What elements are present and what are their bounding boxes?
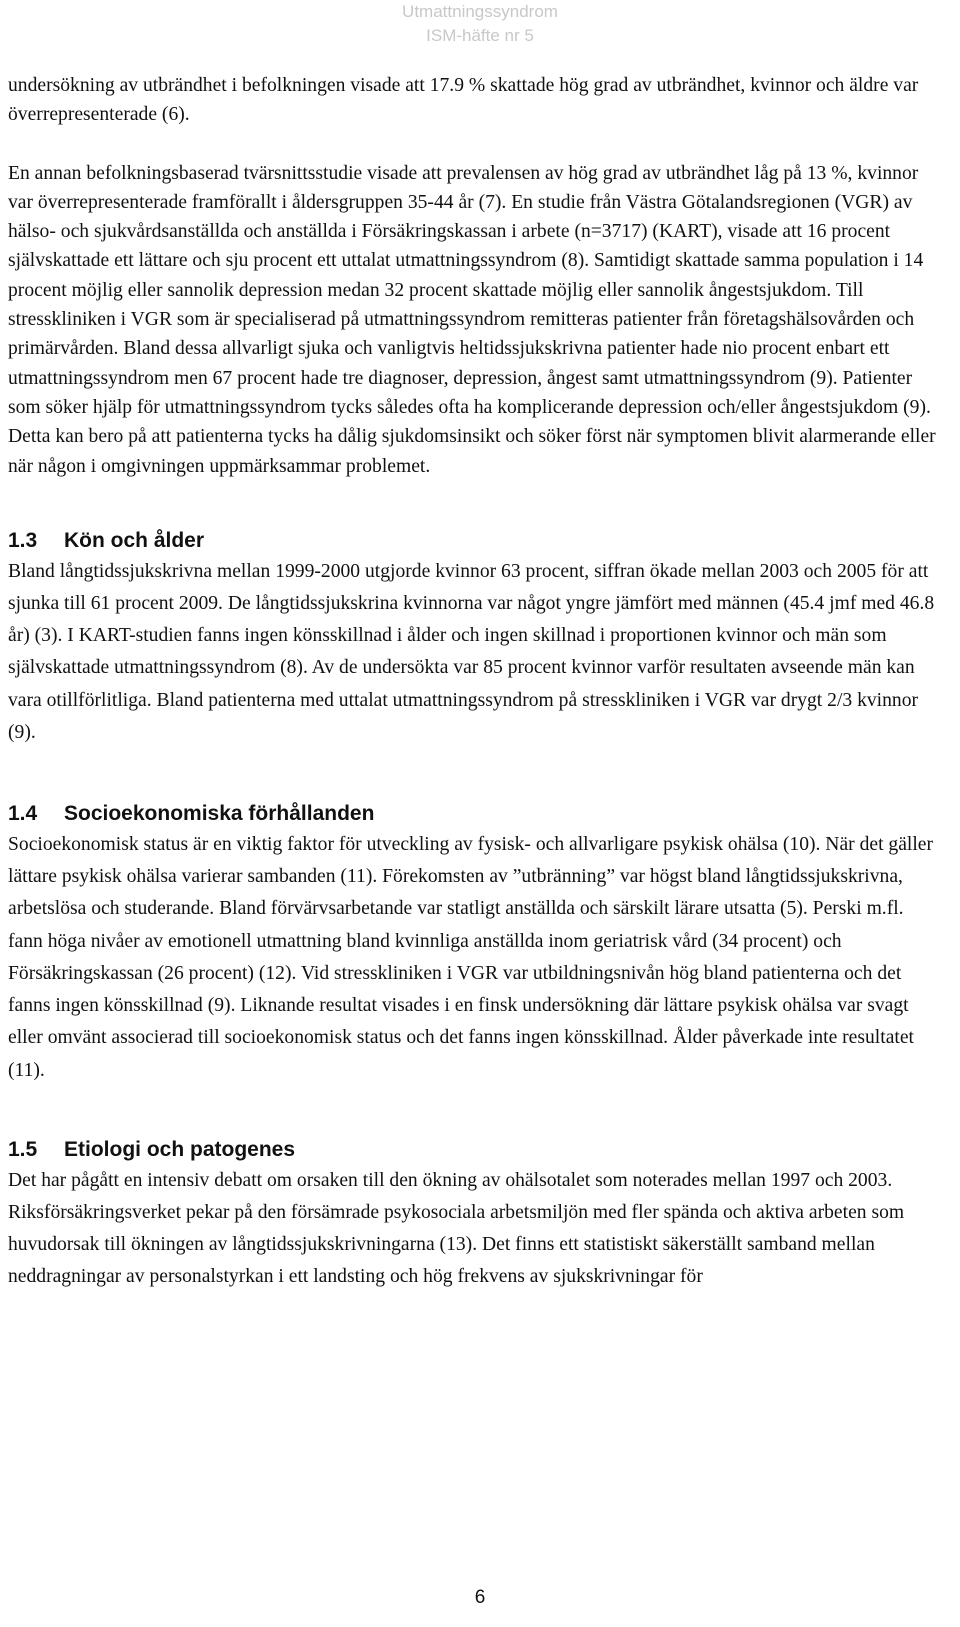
section-number: 1.3	[8, 528, 38, 552]
section-title: Kön och ålder	[64, 528, 205, 552]
page-content	[8, 71, 938, 1294]
section-heading-kon-och-alder	[8, 526, 938, 556]
section-title: Socioekonomiska förhållanden	[64, 802, 375, 826]
intro-paragraph-prevalence: En annan befolkningsbaserad tvärsnittsstudie visade att prevalensen av hög grad av utbrändhet låg på 13 %, kvinnor var överrepresenterade framförallt i åldersgruppen 35-44 år (7). En studie från Västra Götalandsregionen (VGR) av hälso- och sjukvårdsanställda och anställda i Försäkringskassan i arbete (n=3717) (KART), visade att 16 procent självskattade ett lättare och sju procent ett uttalat utmattningssyndrom (8). Samtidigt skattade samma population i 14 procent möjlig eller sannolik depression medan 32 procent skattade möjlig eller sannolik ångestsjukdom. Till stresskliniken i VGR som är specialiserad på utmattningssyndrom remitteras patienter från företagshälsovården och primärvården. Bland dessa allvarligt sjuka och vanligtvis heltidssjukskrivna patienter hade nio procent enbart ett utmattningssyndrom men 67 procent hade tre diagnoser, depression, ångest samt utmattningssyndrom (9). Patienter som söker hjälp för utmattningssyndrom tycks således ofta ha komplicerande depression och/eller ångestsjukdom (9). Detta kan bero på att patienterna tycks ha dålig sjukdomsinsikt och söker först när symptomen blivit alarmerande eller när någon i omgivningen uppmärksammar problemet.	[8, 162, 936, 477]
intro-paragraph-continued: undersökning av utbrändhet i befolkningen visade att 17.9 % skattade hög grad av utbrändhet, kvinnor och äldre var överrepresenterade (6).	[8, 75, 919, 126]
section-heading-socioekonomiska	[8, 799, 938, 829]
section-paragraph-kon-och-alder: Bland långtidssjukskrivna mellan 1999-2000 utgjorde kvinnor 63 procent, siffran ökade mellan 2003 och 2005 för att sjunka till 61 procent 2009. De långtidssjukskrina kvinnorna var något yngre jämfört med männen (45.4 jmf med 46.8 år) (3). I KART-studien fanns ingen könsskillnad i ålder och ingen skillnad i proportionen kvinnor och män som självskattade utmattningssyndrom (8). Av de undersökta var 85 procent kvinnor varför resultaten avseende män kan vara otillförlitliga. Bland patienterna med uttalat utmattningssyndrom på stresskliniken i VGR var drygt 2/3 kvinnor (9).	[8, 560, 935, 743]
section-paragraph-socioekonomiska: Socioekonomisk status är en viktig faktor för utveckling av fysisk- och allvarligare psykisk ohälsa (10). När det gäller lättare psykisk ohälsa varierar sambanden (11). Förekomsten av ”utbränning” var högst bland långtidssjukskrivna, arbetslösa och studerande. Bland förvärvsarbetande var statligt anställda och särskilt lärare utsatta (5). Perski m.fl. fann höga nivåer av emotionell utmattning bland kvinnliga anställda inom geriatrisk vård (34 procent) och Försäkringskassan (26 procent) (12). Vid stresskliniken i VGR var utbildningsnivån hög bland patienterna och det fanns ingen könsskillnad (9). Liknande resultat visades i en finsk undersökning där lättare psykisk ohälsa var svagt eller omvänt associerad till socioekonomisk status och det fanns ingen könsskillnad. Ålder påverkade inte resultatet (11).	[8, 834, 934, 1081]
section-paragraph-etiologi: Det har pågått en intensiv debatt om orsaken till den ökning av ohälsotalet som noterades mellan 1997 och 2003. Riksförsäkringsverket pekar på den försämrade psykosociala arbetsmiljön med fler spända och aktiva arbeten som huvudorsak till ökningen av långtidssjukskrivningarna (13). Det finns ett statistiskt säkerställt samband mellan neddragningar av personalstyrkan i ett landsting och hög frekvens av sjukskrivningar för	[8, 1169, 905, 1288]
page-number: 6	[474, 1587, 486, 1608]
header-series-label: ISM-häfte nr 5	[426, 26, 534, 45]
section-title: Etiologi och patogenes	[64, 1137, 296, 1161]
section-heading-etiologi	[8, 1135, 938, 1165]
header-document-title: Utmattningssyndrom	[402, 2, 558, 21]
running-header	[0, 0, 960, 48]
section-number: 1.5	[8, 1137, 38, 1161]
section-number: 1.4	[8, 802, 38, 826]
